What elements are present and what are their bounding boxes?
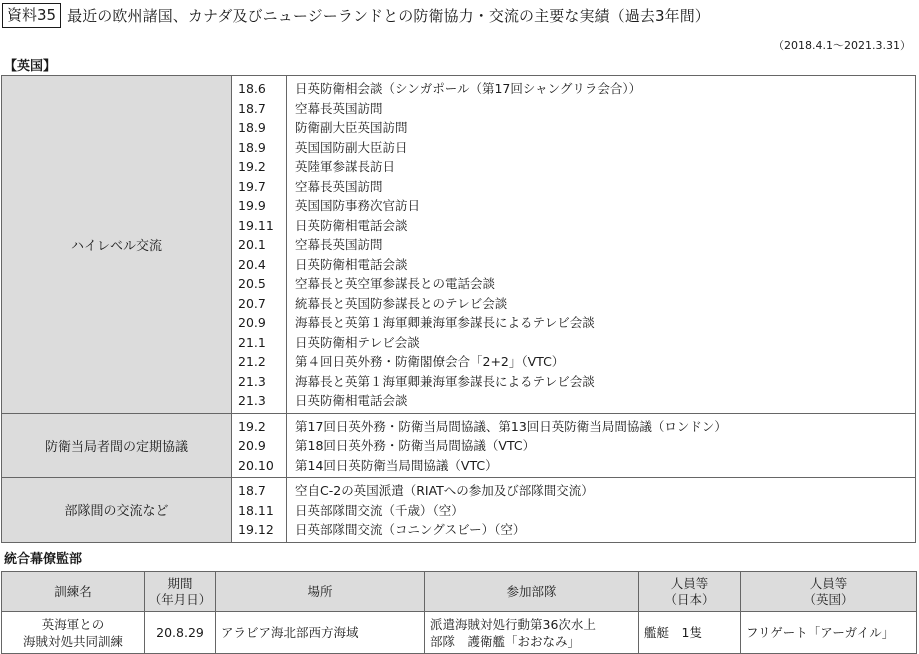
event-date: 20.4 xyxy=(238,256,266,272)
category-group-row xyxy=(2,76,916,414)
event-date: 18.11 xyxy=(238,502,274,518)
event-description: 空幕長英国訪問 xyxy=(295,100,383,116)
document-label: 資料35 xyxy=(2,3,61,28)
event-description: 日英防衛相会談（シンガポール（第17回シャングリラ会合）） xyxy=(295,81,642,96)
event-date: 20.9 xyxy=(238,438,266,453)
event-description: 海幕長と英第１海軍卿兼海軍参謀長によるテレビ会談 xyxy=(295,315,595,330)
event-column xyxy=(287,76,916,414)
event-column xyxy=(287,413,916,478)
header-period: 期間 （年月日） xyxy=(145,572,216,612)
event-description: 第18回日英外務・防衛当局間協議（VTC） xyxy=(295,438,536,453)
event-date: 19.7 xyxy=(238,178,266,194)
event-description: 空幕長英国訪問 xyxy=(295,237,383,252)
category-label: ハイレベル交流 xyxy=(2,76,232,414)
exercise-name-cell: 英海軍との 海賊対処共同訓練 xyxy=(2,612,145,654)
date-column xyxy=(232,413,287,478)
exercise-location-cell: アラビア海北部西方海域 xyxy=(216,612,425,654)
event-description: 日英防衛相電話会談 xyxy=(295,393,408,408)
event-date: 21.2 xyxy=(238,354,266,369)
table-row xyxy=(2,612,917,654)
event-date: 18.7 xyxy=(238,100,266,116)
header-location: 場所 xyxy=(216,572,425,612)
event-date: 19.9 xyxy=(238,198,266,213)
date-column xyxy=(232,478,287,543)
category-label: 部隊間の交流など xyxy=(2,478,232,543)
event-description: 日英部隊間交流（千歳）（空） xyxy=(295,502,464,518)
exercise-personnel-uk-cell: フリゲート「アーガイル」 xyxy=(741,612,917,654)
event-date: 21.3 xyxy=(238,393,266,408)
event-date: 20.5 xyxy=(238,276,266,291)
uk-exchange-table xyxy=(1,75,916,543)
category-label: 防衛当局者間の定期協議 xyxy=(2,413,232,478)
event-date: 19.2 xyxy=(238,418,266,434)
event-date: 18.9 xyxy=(238,139,266,155)
event-description: 海幕長と英第１海軍卿兼海軍参謀長によるテレビ会談 xyxy=(295,373,595,389)
table-header-row xyxy=(2,572,917,612)
category-group-row xyxy=(2,478,916,543)
event-date: 20.10 xyxy=(238,457,274,473)
event-date: 19.12 xyxy=(238,522,274,537)
event-description: 日英防衛相テレビ会談 xyxy=(295,334,420,350)
event-description: 第４回日英外務・防衛閣僚会合「2+2」（VTC） xyxy=(295,354,565,369)
event-date: 20.1 xyxy=(238,237,266,252)
event-description: 日英防衛相電話会談 xyxy=(295,217,408,233)
exercise-period-cell: 20.8.29 xyxy=(145,612,216,654)
section-label-joint-staff: 統合幕僚監部 xyxy=(4,552,83,567)
event-description: 空幕長英国訪問 xyxy=(295,178,383,194)
event-description: 空自C-2の英国派遣（RIATへの参加及び部隊間交流） xyxy=(295,483,594,498)
event-date: 21.3 xyxy=(238,373,266,389)
exercise-units-cell: 派遣海賊対処行動第36次水上 部隊 護衛艦「おおなみ」 xyxy=(425,612,639,654)
header-personnel-japan: 人員等 （日本） xyxy=(639,572,741,612)
date-column xyxy=(232,76,287,414)
event-date: 19.2 xyxy=(238,159,266,174)
event-date: 20.9 xyxy=(238,315,266,330)
event-date: 21.1 xyxy=(238,334,266,350)
header-personnel-uk: 人員等 （英国） xyxy=(741,572,917,612)
event-date: 19.11 xyxy=(238,217,274,233)
event-description: 統幕長と英国防参謀長とのテレビ会談 xyxy=(295,295,508,311)
event-description: 第14回日英防衛当局間協議（VTC） xyxy=(295,457,498,473)
category-group-row xyxy=(2,413,916,478)
joint-staff-exercise-table xyxy=(1,571,917,654)
event-description: 防衛副大臣英国訪問 xyxy=(295,120,408,135)
event-date: 20.7 xyxy=(238,295,266,311)
event-description: 空幕長と英空軍参謀長との電話会談 xyxy=(295,276,496,291)
header-exercise-name: 訓練名 xyxy=(2,572,145,612)
header-participating-units: 参加部隊 xyxy=(425,572,639,612)
period-range: （2018.4.1～2021.3.31） xyxy=(773,39,911,52)
section-label-uk: 【英国】 xyxy=(4,59,57,74)
event-description: 英国国防副大臣訪日 xyxy=(295,139,408,155)
event-description: 英国国防事務次官訪日 xyxy=(295,198,421,213)
event-column xyxy=(287,478,916,543)
document-header xyxy=(2,2,710,29)
event-description: 日英防衛相電話会談 xyxy=(295,256,408,272)
document-title: 最近の欧州諸国、カナダ及びニュージーランドとの防衛協力・交流の主要な実績（過去3年間） xyxy=(67,7,710,25)
event-date: 18.9 xyxy=(238,120,266,135)
event-description: 英陸軍参謀長訪日 xyxy=(295,159,396,174)
event-date: 18.7 xyxy=(238,483,266,498)
event-description: 第17回日英外務・防衛当局間協議、第13回日英防衛当局間協議（ロンドン） xyxy=(295,418,727,434)
exercise-personnel-japan-cell: 艦艇 1隻 xyxy=(639,612,741,654)
event-description: 日英部隊間交流（コニングスビー）（空） xyxy=(295,522,526,537)
event-date: 18.6 xyxy=(238,81,266,96)
